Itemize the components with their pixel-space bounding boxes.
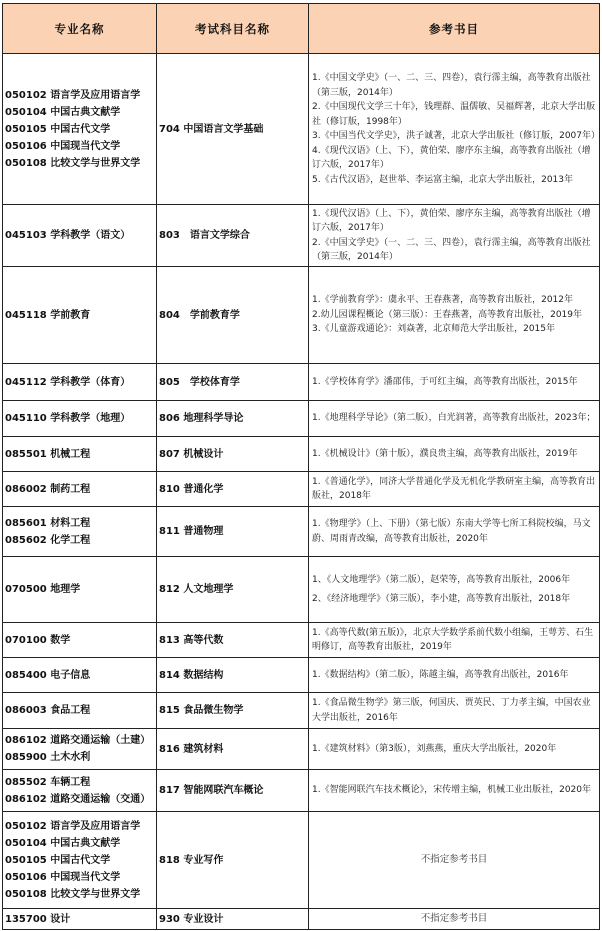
table-row — [3, 909, 600, 930]
refs-cell — [309, 54, 600, 205]
refs-cell — [309, 507, 600, 557]
major-cell — [3, 770, 157, 812]
refs-cell — [309, 472, 600, 507]
subject-cell: 806 地理科学导论 — [157, 401, 309, 437]
ref-item: 3.《中国当代文学史》，洪子诚著，北京大学出版社（修订版，2007年） — [312, 131, 600, 141]
major-name: 050104 中国古典文献学 — [5, 106, 121, 118]
major-name: 085400 电子信息 — [5, 669, 91, 681]
ref-item: 2.幼儿园课程概论（第三版）：王春燕著，高等教育出版社，2019年 — [312, 309, 582, 320]
ref-item: 不指定参考书目 — [420, 853, 488, 865]
major-cell — [3, 623, 157, 658]
major-name: 070500 地理学 — [5, 584, 81, 595]
major-name: 045112 学科教学（体育） — [5, 376, 131, 388]
ref-item: 1.《地理科学导论》（第二版），白光润著，高等教育出版社，2023年； — [312, 413, 596, 424]
ref-item: 不指定参考书目 — [420, 912, 488, 924]
ref-item: 2.《中国现代文学三十年》，钱理群、温儒敏、吴福辉著，北京大学出版社（修订版，1998年） — [312, 102, 596, 127]
table-row — [3, 693, 600, 729]
refs-cell — [309, 437, 600, 472]
major-cell — [3, 658, 157, 693]
major-cell — [3, 401, 157, 437]
major-cell — [3, 205, 157, 267]
subject-cell: 815 食品微生物学 — [157, 693, 309, 729]
major-name: 050108 比较文学与世界文学 — [5, 888, 141, 900]
table-row — [3, 507, 600, 557]
subject-cell: 930 专业设计 — [157, 909, 309, 930]
ref-item: 1.《数据结构》（第二版），陈越主编，高等教育出版社，2016年 — [312, 669, 569, 680]
table-row — [3, 770, 600, 812]
ref-item: 1.《物理学》（上、下册）（第七版）东南大学等七所工科院校编，马文蔚、周雨青改编，高等教育出版社，2020年 — [312, 519, 591, 544]
refs-cell — [309, 401, 600, 437]
major-cell — [3, 364, 157, 401]
subject-cell: 811 普通物理 — [157, 507, 309, 557]
major-name: 086102 道路交通运输（交通） — [5, 793, 151, 805]
refs-cell — [309, 693, 600, 729]
ref-item: 1.《学校体育学》潘邵伟，于可红主编，高等教育出版社，2015年 — [312, 376, 578, 387]
major-name: 086003 食品工程 — [5, 705, 91, 716]
major-cell — [3, 507, 157, 557]
exam-table — [2, 3, 600, 930]
refs-cell — [309, 909, 600, 930]
major-name: 050102 语言学及应用语言学 — [5, 89, 141, 101]
ref-item: 1.《智能网联汽车技术概论》，宋传增主编，机械工业出版社，2020年 — [312, 785, 591, 796]
major-cell — [3, 693, 157, 729]
subject-cell: 816 建筑材料 — [157, 729, 309, 770]
major-name: 045118 学前教育 — [5, 309, 91, 321]
table-row — [3, 472, 600, 507]
table-row — [3, 658, 600, 693]
ref-item: 5.《古代汉语》，赵世举、李运富主编，北京大学出版社，2013年 — [312, 174, 573, 185]
refs-cell — [309, 623, 600, 658]
major-name: 085502 车辆工程 — [5, 776, 91, 788]
subject-cell: 704 中国语言文学基础 — [157, 54, 309, 205]
ref-item: 2.《中国文学史》（一、二、三、四卷），袁行霈主编，高等教育出版社（第三版，2014年） — [312, 237, 591, 262]
ref-item: 1.《现代汉语》（上、下），黄伯荣、廖序东主编，高等教育出版社（增订六版，2017年） — [312, 208, 591, 233]
header-subject: 考试科目名称 — [157, 4, 309, 54]
ref-item: 1、《人文地理学》（第二版），赵荣等，高等教育出版社，2006年 — [312, 575, 571, 585]
subject-cell: 812 人文地理学 — [157, 557, 309, 623]
refs-cell — [309, 364, 600, 401]
major-name: 045110 学科教学（地理） — [5, 413, 131, 424]
subject-cell: 804 学前教育学 — [157, 267, 309, 364]
major-name: 135700 设计 — [5, 913, 71, 925]
subject-cell: 818 专业写作 — [157, 812, 309, 909]
ref-item: 1.《学前教育学》：虞永平、王春燕著，高等教育出版社，2012年 — [312, 295, 573, 306]
major-cell — [3, 729, 157, 770]
ref-item: 1.《建筑材料》（第3版），刘燕燕，重庆大学出版社，2020年 — [312, 743, 557, 754]
subject-cell: 803 语言文学综合 — [157, 205, 309, 267]
subject-cell: 805 学校体育学 — [157, 364, 309, 401]
major-name: 086102 道路交通运输（土建） — [5, 735, 151, 746]
ref-item: 2、《经济地理学》（第三版），李小建，高等教育出版社，2018年 — [312, 593, 571, 604]
table-row — [3, 401, 600, 437]
major-name: 050106 中国现当代文学 — [5, 140, 121, 152]
table-row — [3, 812, 600, 909]
subject-cell: 813 高等代数 — [157, 623, 309, 658]
header-refs: 参考书目 — [309, 4, 600, 54]
major-name: 050108 比较文学与世界文学 — [5, 157, 141, 169]
ref-item: 1.《中国文学史》（一、二、三、四卷），袁行霈主编，高等教育出版社（第三版，2014年） — [312, 73, 591, 98]
refs-cell — [309, 205, 600, 267]
refs-cell — [309, 812, 600, 909]
major-name: 050105 中国古代文学 — [5, 123, 111, 135]
table-row — [3, 729, 600, 770]
table-row — [3, 205, 600, 267]
header-major: 专业名称 — [3, 4, 157, 54]
major-cell — [3, 812, 157, 909]
major-name: 086002 制药工程 — [5, 483, 91, 495]
refs-cell — [309, 729, 600, 770]
major-name: 085602 化学工程 — [5, 534, 91, 546]
subject-cell: 807 机械设计 — [157, 437, 309, 472]
table-row — [3, 364, 600, 401]
table-row — [3, 267, 600, 364]
ref-item: 1.《食品微生物学》第三版，何国庆、贾英民、丁力孝主编，中国农业大学出版社，2016年 — [312, 698, 591, 723]
ref-item: 4.《现代汉语》（上、下），黄伯荣、廖序东主编，高等教育出版社（增订六版，2017年） — [312, 145, 591, 170]
subject-cell: 814 数据结构 — [157, 658, 309, 693]
major-cell — [3, 909, 157, 930]
major-name: 045103 学科教学（语文） — [5, 230, 131, 241]
header-row — [3, 4, 600, 54]
major-name: 050106 中国现当代文学 — [5, 871, 121, 883]
major-name: 085601 材料工程 — [5, 517, 91, 529]
subject-cell: 810 普通化学 — [157, 472, 309, 507]
ref-item: 1.《普通化学》，同济大学普通化学及无机化学教研室主编，高等教育出版社，2018年 — [312, 476, 596, 501]
ref-item: 1.《机械设计》（第十版），濮良贵主编，高等教育出版社，2019年 — [312, 448, 578, 459]
major-name: 070100 数学 — [5, 634, 71, 646]
refs-cell — [309, 557, 600, 623]
major-name: 050102 语言学及应用语言学 — [5, 820, 141, 832]
refs-cell — [309, 658, 600, 693]
ref-item: 3.《儿童游戏通论》：刘焱著，北京师范大学出版社，2015年 — [312, 324, 555, 335]
major-cell — [3, 267, 157, 364]
subject-cell: 817 智能网联汽车概论 — [157, 770, 309, 812]
table-row — [3, 557, 600, 623]
major-name: 050104 中国古典文献学 — [5, 837, 121, 849]
refs-cell — [309, 770, 600, 812]
major-name: 085501 机械工程 — [5, 448, 91, 460]
table-row — [3, 54, 600, 205]
major-cell — [3, 472, 157, 507]
table-row — [3, 623, 600, 658]
ref-item: 1.《高等代数(第五版)》，北京大学数学系前代数小组编，王萼芳、石生明修订，高等教育出版社，2019年 — [312, 627, 594, 652]
major-cell — [3, 437, 157, 472]
table-row — [3, 437, 600, 472]
refs-cell — [309, 267, 600, 364]
major-name: 085900 土木水利 — [5, 752, 91, 763]
major-cell — [3, 54, 157, 205]
major-name: 050105 中国古代文学 — [5, 854, 111, 866]
major-cell — [3, 557, 157, 623]
